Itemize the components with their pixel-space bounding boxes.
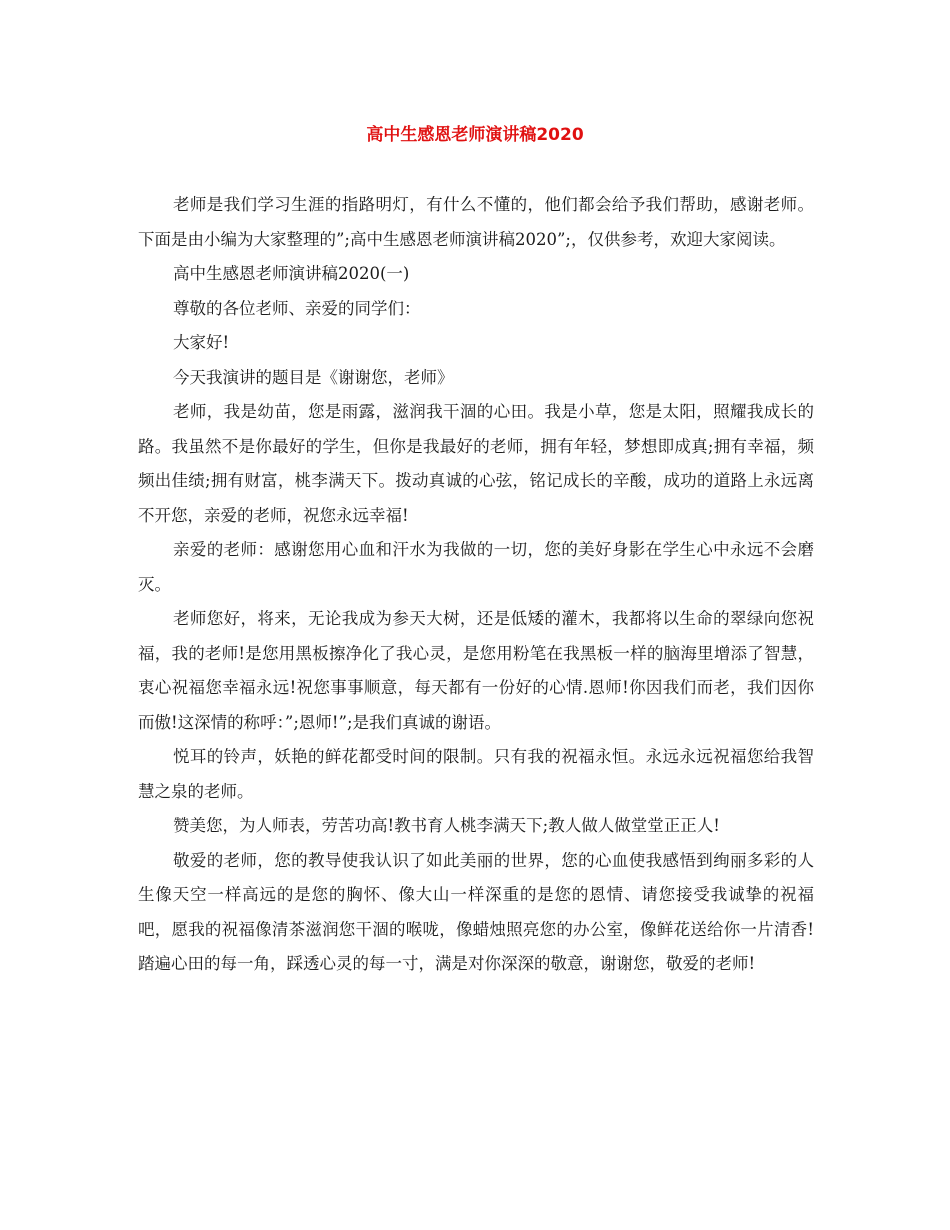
body-paragraph: 亲爱的老师：感谢您用心血和汗水为我做的一切，您的美好身影在学生心中永远不会磨灭。 xyxy=(138,540,814,594)
body-paragraph: 老师，我是幼苗，您是雨露，滋润我干涸的心田。我是小草，您是太阳，照耀我成长的路。我虽然不是你最好的学生，但你是我最好的老师，拥有年轻，梦想即成真;拥有幸福，频频出佳绩;拥有财富，桃李满天下。拨动真诚的心弦，铭记成长的辛酸，成功的道路上永远离不开您，亲爱的老师，祝您永远幸福! xyxy=(138,402,814,525)
intro-paragraph: 老师是我们学习生涯的指路明灯，有什么不懂的，他们都会给予我们帮助，感谢老师。下面是由小编为大家整理的”;高中生感恩老师演讲稿2020”;，仅供参考，欢迎大家阅读。 xyxy=(138,195,814,249)
document-body xyxy=(138,188,814,982)
body-paragraph: 敬爱的老师，您的教导使我认识了如此美丽的世界，您的心血使我感悟到绚丽多彩的人生像天空一样高远的是您的胸怀、像大山一样深重的是您的恩情、请您接受我诚挚的祝福吧，愿我的祝福像清茶滋润您干涸的喉咙，像蜡烛照亮您的办公室，像鲜花送给你一片清香!踏遍心田的每一角，踩透心灵的每一寸，满是对你深深的敬意，谢谢您，敬爱的老师! xyxy=(138,850,814,973)
document-title: 高中生感恩老师演讲稿2020 xyxy=(366,125,584,145)
speech-topic: 今天我演讲的题目是《谢谢您，老师》 xyxy=(173,367,454,387)
body-paragraph: 赞美您，为人师表，劳苦功高!教书育人桃李满天下;教人做人做堂堂正正人! xyxy=(173,816,720,835)
body-paragraph: 悦耳的铃声，妖艳的鲜花都受时间的限制。只有我的祝福永恒。永远永远祝福您给我智慧之泉的老师。 xyxy=(138,747,814,801)
body-paragraph: 老师您好，将来，无论我成为参天大树，还是低矮的灌木，我都将以生命的翠绿向您祝福，我的老师!是您用黑板擦净化了我心灵，是您用粉笔在我黑板一样的脑海里增添了智慧，衷心祝福您幸福永远!祝您事事顺意，每天都有一份好的心情.恩师!你因我们而老，我们因你而傲!这深情的称呼：”;恩师!”;是我们真诚的谢语。 xyxy=(138,609,814,732)
salutation: 尊敬的各位老师、亲爱的同学们： xyxy=(173,298,421,318)
section-heading: 高中生感恩老师演讲稿2020(一) xyxy=(173,264,410,283)
greeting: 大家好! xyxy=(173,333,230,352)
